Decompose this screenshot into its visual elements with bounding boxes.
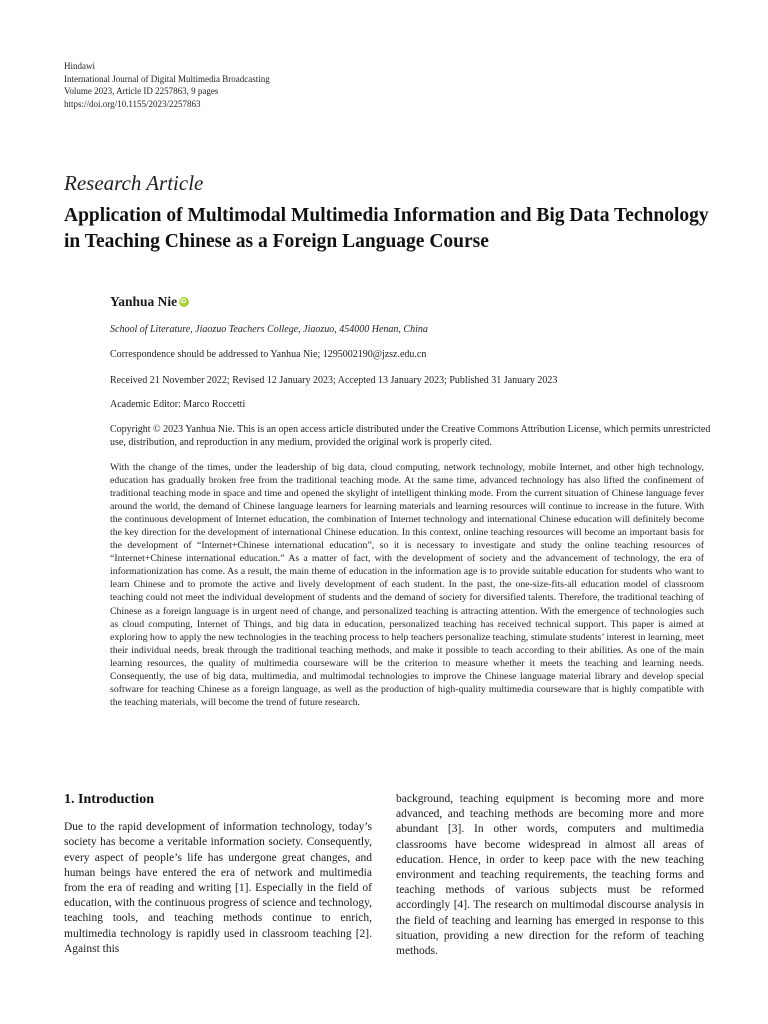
correspondence: Correspondence should be addressed to Yanhua Nie; 1295002190@jzsz.edu.cn	[110, 349, 427, 360]
introduction-right-column	[396, 792, 704, 959]
affiliation: School of Literature, Jiaozuo Teachers College, Jiaozuo, 454000 Henan, China	[110, 324, 428, 335]
academic-editor: Academic Editor: Marco Roccetti	[110, 399, 246, 410]
article-type: Research Article	[64, 171, 204, 195]
journal-header	[64, 60, 270, 110]
orcid-icon[interactable]	[179, 297, 189, 307]
introduction-paragraph-right: background, teaching equipment is becoming more and more advanced, and teaching methods are becoming more and more abundant [3]. In other words, computers and multimedia classrooms have become widespread in almost all areas of education. Hence, in order to keep pace with the new teaching environment and teaching requirements, the teaching forms and teaching methods of various subjects must be reformed accordingly [4]. The research on multimodal discourse analysis in the field of teaching and learning has emerged in response to this situation, providing a new direction for the reform of teaching methods.	[396, 793, 704, 958]
volume-info: Volume 2023, Article ID 2257863, 9 pages	[64, 86, 219, 96]
author	[110, 294, 189, 310]
publication-dates: Received 21 November 2022; Revised 12 January 2023; Accepted 13 January 2023; Published 31 January 2023	[110, 375, 558, 386]
publisher-name: Hindawi	[64, 61, 95, 71]
copyright-notice: Copyright © 2023 Yanhua Nie. This is an open access article distributed under the Creative Commons Attribution License, which permits unrestricted use, distribution, and reproduction in any medium, provided the original work is properly cited.	[110, 424, 711, 448]
introduction-left-column	[64, 792, 372, 957]
journal-name: International Journal of Digital Multimedia Broadcasting	[64, 73, 270, 84]
introduction-paragraph-left: Due to the rapid development of information technology, today’s society has become a veritable information society. Consequently, every aspect of people’s life has undergone great changes, and human beings have entered the era of network and multimedia from the era of reading and writing [1]. Especially in the field of education, with the continuous progress of science and technology, teaching tools, and teaching methods continue to enrich, multimedia technology is rapidly used in classroom teaching [2]. Against this	[64, 821, 372, 955]
section-heading-introduction: 1. Introduction	[64, 792, 154, 807]
doi-link[interactable]: https://doi.org/10.1155/2023/2257863	[64, 98, 201, 109]
paper-title: Application of Multimodal Multimedia Information and Big Data Technology in Teaching Chinese as a Foreign Language Course	[64, 205, 709, 252]
author-name[interactable]: Yanhua Nie	[110, 294, 178, 309]
abstract: With the change of the times, under the leadership of big data, cloud computing, network technology, mobile Internet, and other high technology, education has gradually broken free from the traditional teaching mode. At the same time, advanced technology has also lifted the confinement of traditional teaching mode in space and time and opened the skylight of intelligent thinking mode. From the current situation of Chinese language fever around the world, the demand of Chinese language learners for learning materials and learning resources will continue to increase in the future. With the continuous development of Internet education, the combination of Internet technology and international Chinese education will definitely become the key direction for the development of international Chinese education. In this context, online teaching resources will become an important basis for the development of “Internet+Chinese international education”, so it is necessary to investigate and study the online teaching resources of “Internet+Chinese international education.” As a matter of fact, with the development of society and the advancement of technology, the era of informationization has come. As a result, the main theme of education in the information age is to provide suitable education for students who want to learn Chinese and to promote the active and lively development of each student. In the past, the one-size-fits-all education model of classroom teaching could not meet the individual development of students and the demand of society for diversified talents. Therefore, the traditional teaching of Chinese as a foreign language is in urgent need of change, and personalized teaching is attracting attention. With the emergence of technologies such as cloud computing, Internet of Things, and big data in education, personalized teaching has received technical support. This paper is aimed at exploring how to apply the new technologies in the teaching process to help teachers personalize teaching, stimulate students’ interest in learning, meet their individual needs, break through the traditional teaching methods, and make it possible to teach according to their abilities. As one of the main learning resources, the quality of multimedia courseware will be the criterion to measure whether it meets the teaching and learning needs. Consequently, the use of big data, multimedia, and multimodal technologies to improve the Chinese language material library and develop special software for teaching Chinese as a foreign language, as well as the production of high-quality multimedia courseware that is highly compatible with the teaching materials, will become the trend of future research.	[110, 462, 704, 708]
